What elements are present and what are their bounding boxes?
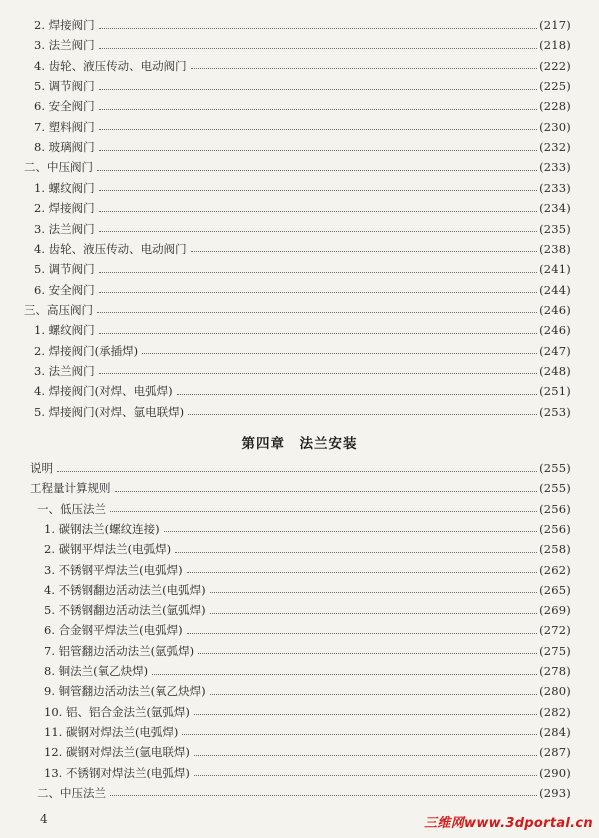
dot-leader [99, 38, 537, 49]
dot-leader [57, 461, 537, 472]
toc-entry-label: 11. 碳钢对焊法兰(电弧焊) [44, 724, 179, 739]
toc-entry-page: (233) [539, 160, 571, 175]
toc-entry-page: (248) [539, 363, 571, 378]
toc-entry-label: 2. 碳钢平焊法兰(电弧焊) [44, 542, 172, 557]
toc-entry[interactable] [34, 342, 571, 360]
toc-entry[interactable] [44, 723, 571, 741]
dot-leader [194, 745, 537, 756]
toc-entry-page: (293) [539, 785, 571, 800]
toc-entry[interactable] [34, 179, 571, 197]
toc-entry[interactable] [34, 36, 571, 54]
toc-entry-page: (272) [539, 623, 571, 638]
toc-entry-page: (278) [539, 664, 571, 678]
toc-entry-label: 1. 碳钢法兰(螺纹连接) [44, 521, 160, 536]
dot-leader [99, 18, 537, 29]
dot-leader [187, 562, 537, 573]
toc-entry[interactable] [34, 118, 571, 136]
dot-leader [152, 664, 537, 675]
toc-entry-label: 9. 铜管翻边活动法兰(氧乙炔焊) [44, 684, 206, 699]
dot-leader [191, 58, 537, 69]
toc-entry-label: 工程量计算规则 [30, 481, 111, 496]
dot-leader [194, 704, 537, 715]
toc-entry-label: 10. 铝、铝合金法兰(氩弧焊) [44, 704, 190, 719]
dot-leader [99, 201, 537, 212]
dot-leader [194, 765, 537, 776]
toc-entry[interactable] [24, 158, 571, 176]
dot-leader [210, 582, 537, 593]
toc-entry-page: (256) [539, 501, 571, 516]
toc-entry-page: (251) [539, 384, 571, 399]
dot-leader [210, 603, 537, 614]
toc-entry[interactable] [24, 301, 571, 319]
toc-entry-label: 4. 齿轮、液压传动、电动阀门 [34, 241, 187, 256]
toc-entry-label: 4. 不锈钢翻边活动法兰(电弧焊) [44, 582, 206, 597]
toc-entry[interactable] [30, 479, 571, 497]
toc-entry-page: (232) [539, 140, 571, 155]
toc-entry-label: 6. 安全阀门 [34, 282, 95, 297]
toc-entry[interactable] [34, 220, 571, 238]
toc-entry-page: (222) [539, 58, 571, 73]
toc-entry[interactable] [44, 581, 571, 599]
chapter-heading: 第四章 法兰安装 [241, 436, 358, 452]
dot-leader [191, 241, 537, 252]
toc-entry-label: 1. 螺纹阀门 [34, 180, 95, 195]
toc-entry[interactable] [44, 662, 571, 680]
dot-leader [210, 684, 537, 695]
toc-entry-page: (282) [539, 704, 571, 719]
dot-leader [182, 724, 537, 735]
dot-leader [142, 343, 537, 354]
dot-leader [164, 521, 537, 532]
toc-entry-label: 6. 合金钢平焊法兰(电弧焊) [44, 623, 183, 638]
toc-entry-label: 3. 法兰阀门 [34, 221, 95, 236]
toc-entry[interactable] [44, 601, 571, 619]
toc-entry-page: (244) [539, 282, 571, 297]
toc-entry[interactable] [34, 138, 571, 156]
dot-leader [110, 785, 537, 796]
toc-entry[interactable] [30, 459, 571, 477]
toc-entry[interactable] [34, 382, 571, 400]
toc-entry-label: 5. 不锈钢翻边活动法兰(氩弧焊) [44, 603, 206, 618]
toc-entry-page: (233) [539, 180, 571, 195]
dot-leader [187, 623, 537, 634]
toc-entry[interactable] [34, 97, 571, 115]
toc-entry[interactable] [34, 57, 571, 75]
toc-entry[interactable] [44, 743, 571, 761]
toc-entry[interactable] [34, 281, 571, 299]
toc-entry[interactable] [44, 540, 571, 558]
toc-entry[interactable] [44, 642, 571, 660]
toc-entry-page: (255) [539, 481, 571, 496]
toc-entry-page: (217) [539, 18, 571, 32]
toc-entry-page: (225) [539, 79, 571, 94]
dot-leader [115, 481, 538, 492]
toc-entry-label: 4. 焊接阀门(对焊、电弧焊) [34, 384, 173, 399]
toc-entry-label: 3. 法兰阀门 [34, 38, 95, 53]
dot-leader [99, 363, 537, 374]
toc-entry[interactable] [44, 561, 571, 579]
toc-entry[interactable] [44, 682, 571, 700]
toc-entry-label: 8. 铜法兰(氧乙炔焊) [44, 664, 149, 678]
toc-entry-label: 5. 调节阀门 [34, 262, 95, 277]
toc-entry[interactable] [34, 77, 571, 95]
toc-entry-page: (290) [539, 765, 571, 780]
toc-entry-label: 三、高压阀门 [24, 302, 93, 317]
dot-leader [99, 99, 537, 110]
toc-entry-page: (262) [539, 562, 571, 577]
toc-entry-page: (287) [539, 745, 571, 760]
toc-entry-label: 4. 齿轮、液压传动、电动阀门 [34, 58, 187, 73]
toc-entry-page: (253) [539, 404, 571, 419]
dot-leader [99, 140, 537, 151]
toc-entry[interactable] [44, 621, 571, 639]
dot-leader [177, 384, 537, 395]
toc-entry[interactable] [34, 199, 571, 217]
dot-leader [99, 323, 537, 334]
toc-entry-page: (234) [539, 201, 571, 216]
dot-leader [99, 262, 537, 273]
toc-entry-page: (228) [539, 99, 571, 114]
toc-entry-label: 2. 焊接阀门 [34, 201, 95, 216]
dot-leader [99, 282, 537, 293]
toc-entry-label: 5. 调节阀门 [34, 79, 95, 94]
toc-entry-page: (235) [539, 221, 571, 236]
toc-entry[interactable] [44, 520, 571, 538]
toc-entry-page: (230) [539, 119, 571, 134]
toc-entry[interactable] [34, 321, 571, 339]
dot-leader [99, 221, 537, 232]
toc-entry-label: 6. 安全阀门 [34, 99, 95, 114]
toc-entry-page: (280) [539, 684, 571, 699]
toc-entry-page: (241) [539, 262, 571, 277]
dot-leader [198, 643, 537, 654]
dot-leader [175, 542, 537, 553]
toc-entry-label: 2. 焊接阀门 [34, 18, 95, 32]
toc-entry-label: 一、低压法兰 [37, 501, 106, 516]
toc-entry-page: (246) [539, 323, 571, 338]
toc-entry-label: 说明 [30, 461, 53, 475]
watermark-logo: 三维网www.3dportal.cn [424, 816, 593, 831]
toc-entry-page: (284) [539, 724, 571, 739]
toc-entry-label: 7. 铝管翻边活动法兰(氩弧焊) [44, 643, 195, 658]
page-number: 4 [40, 812, 48, 826]
dot-leader [99, 180, 537, 191]
toc-entry-label: 7. 塑料阀门 [34, 119, 95, 134]
toc-entry-page: (275) [539, 643, 571, 658]
toc-entry-label: 3. 不锈钢平焊法兰(电弧焊) [44, 562, 183, 577]
toc-entry-page: (265) [539, 582, 571, 597]
toc-entry-page: (256) [539, 521, 571, 536]
toc-entry-label: 二、中压阀门 [24, 160, 93, 175]
toc-entry[interactable] [34, 240, 571, 258]
toc-entry[interactable] [34, 403, 571, 421]
toc-entry-label: 8. 玻璃阀门 [34, 140, 95, 155]
toc-entry[interactable] [44, 764, 571, 782]
toc-entry[interactable] [37, 500, 571, 518]
toc-entry[interactable] [34, 362, 571, 380]
toc-entry-page: (258) [539, 542, 571, 557]
dot-leader [97, 160, 537, 171]
toc-entry-label: 3. 法兰阀门 [34, 363, 95, 378]
dot-leader [99, 119, 537, 130]
dot-leader [188, 404, 537, 415]
toc-entry-label: 13. 不锈钢对焊法兰(电弧焊) [44, 765, 190, 780]
toc-entry[interactable] [37, 784, 571, 802]
toc-entry-page: (269) [539, 603, 571, 618]
toc-entry[interactable] [34, 260, 571, 278]
toc-entry[interactable] [34, 16, 571, 34]
dot-leader [99, 79, 537, 90]
toc-entry-label: 1. 螺纹阀门 [34, 323, 95, 338]
dot-leader [110, 501, 537, 512]
toc-entry-page: (238) [539, 241, 571, 256]
toc-entry-label: 二、中压法兰 [37, 785, 106, 800]
toc-entry-label: 2. 焊接阀门(承插焊) [34, 343, 139, 358]
toc-entry-page: (246) [539, 302, 571, 317]
toc-entry-page: (218) [539, 38, 571, 53]
toc-entry-page: (255) [539, 461, 571, 475]
toc-entry[interactable] [44, 703, 571, 721]
toc-entry-page: (247) [539, 343, 571, 358]
toc-entry-label: 12. 碳钢对焊法兰(氩电联焊) [44, 745, 190, 760]
toc-entry-label: 5. 焊接阀门(对焊、氩电联焊) [34, 404, 185, 419]
dot-leader [97, 302, 537, 313]
